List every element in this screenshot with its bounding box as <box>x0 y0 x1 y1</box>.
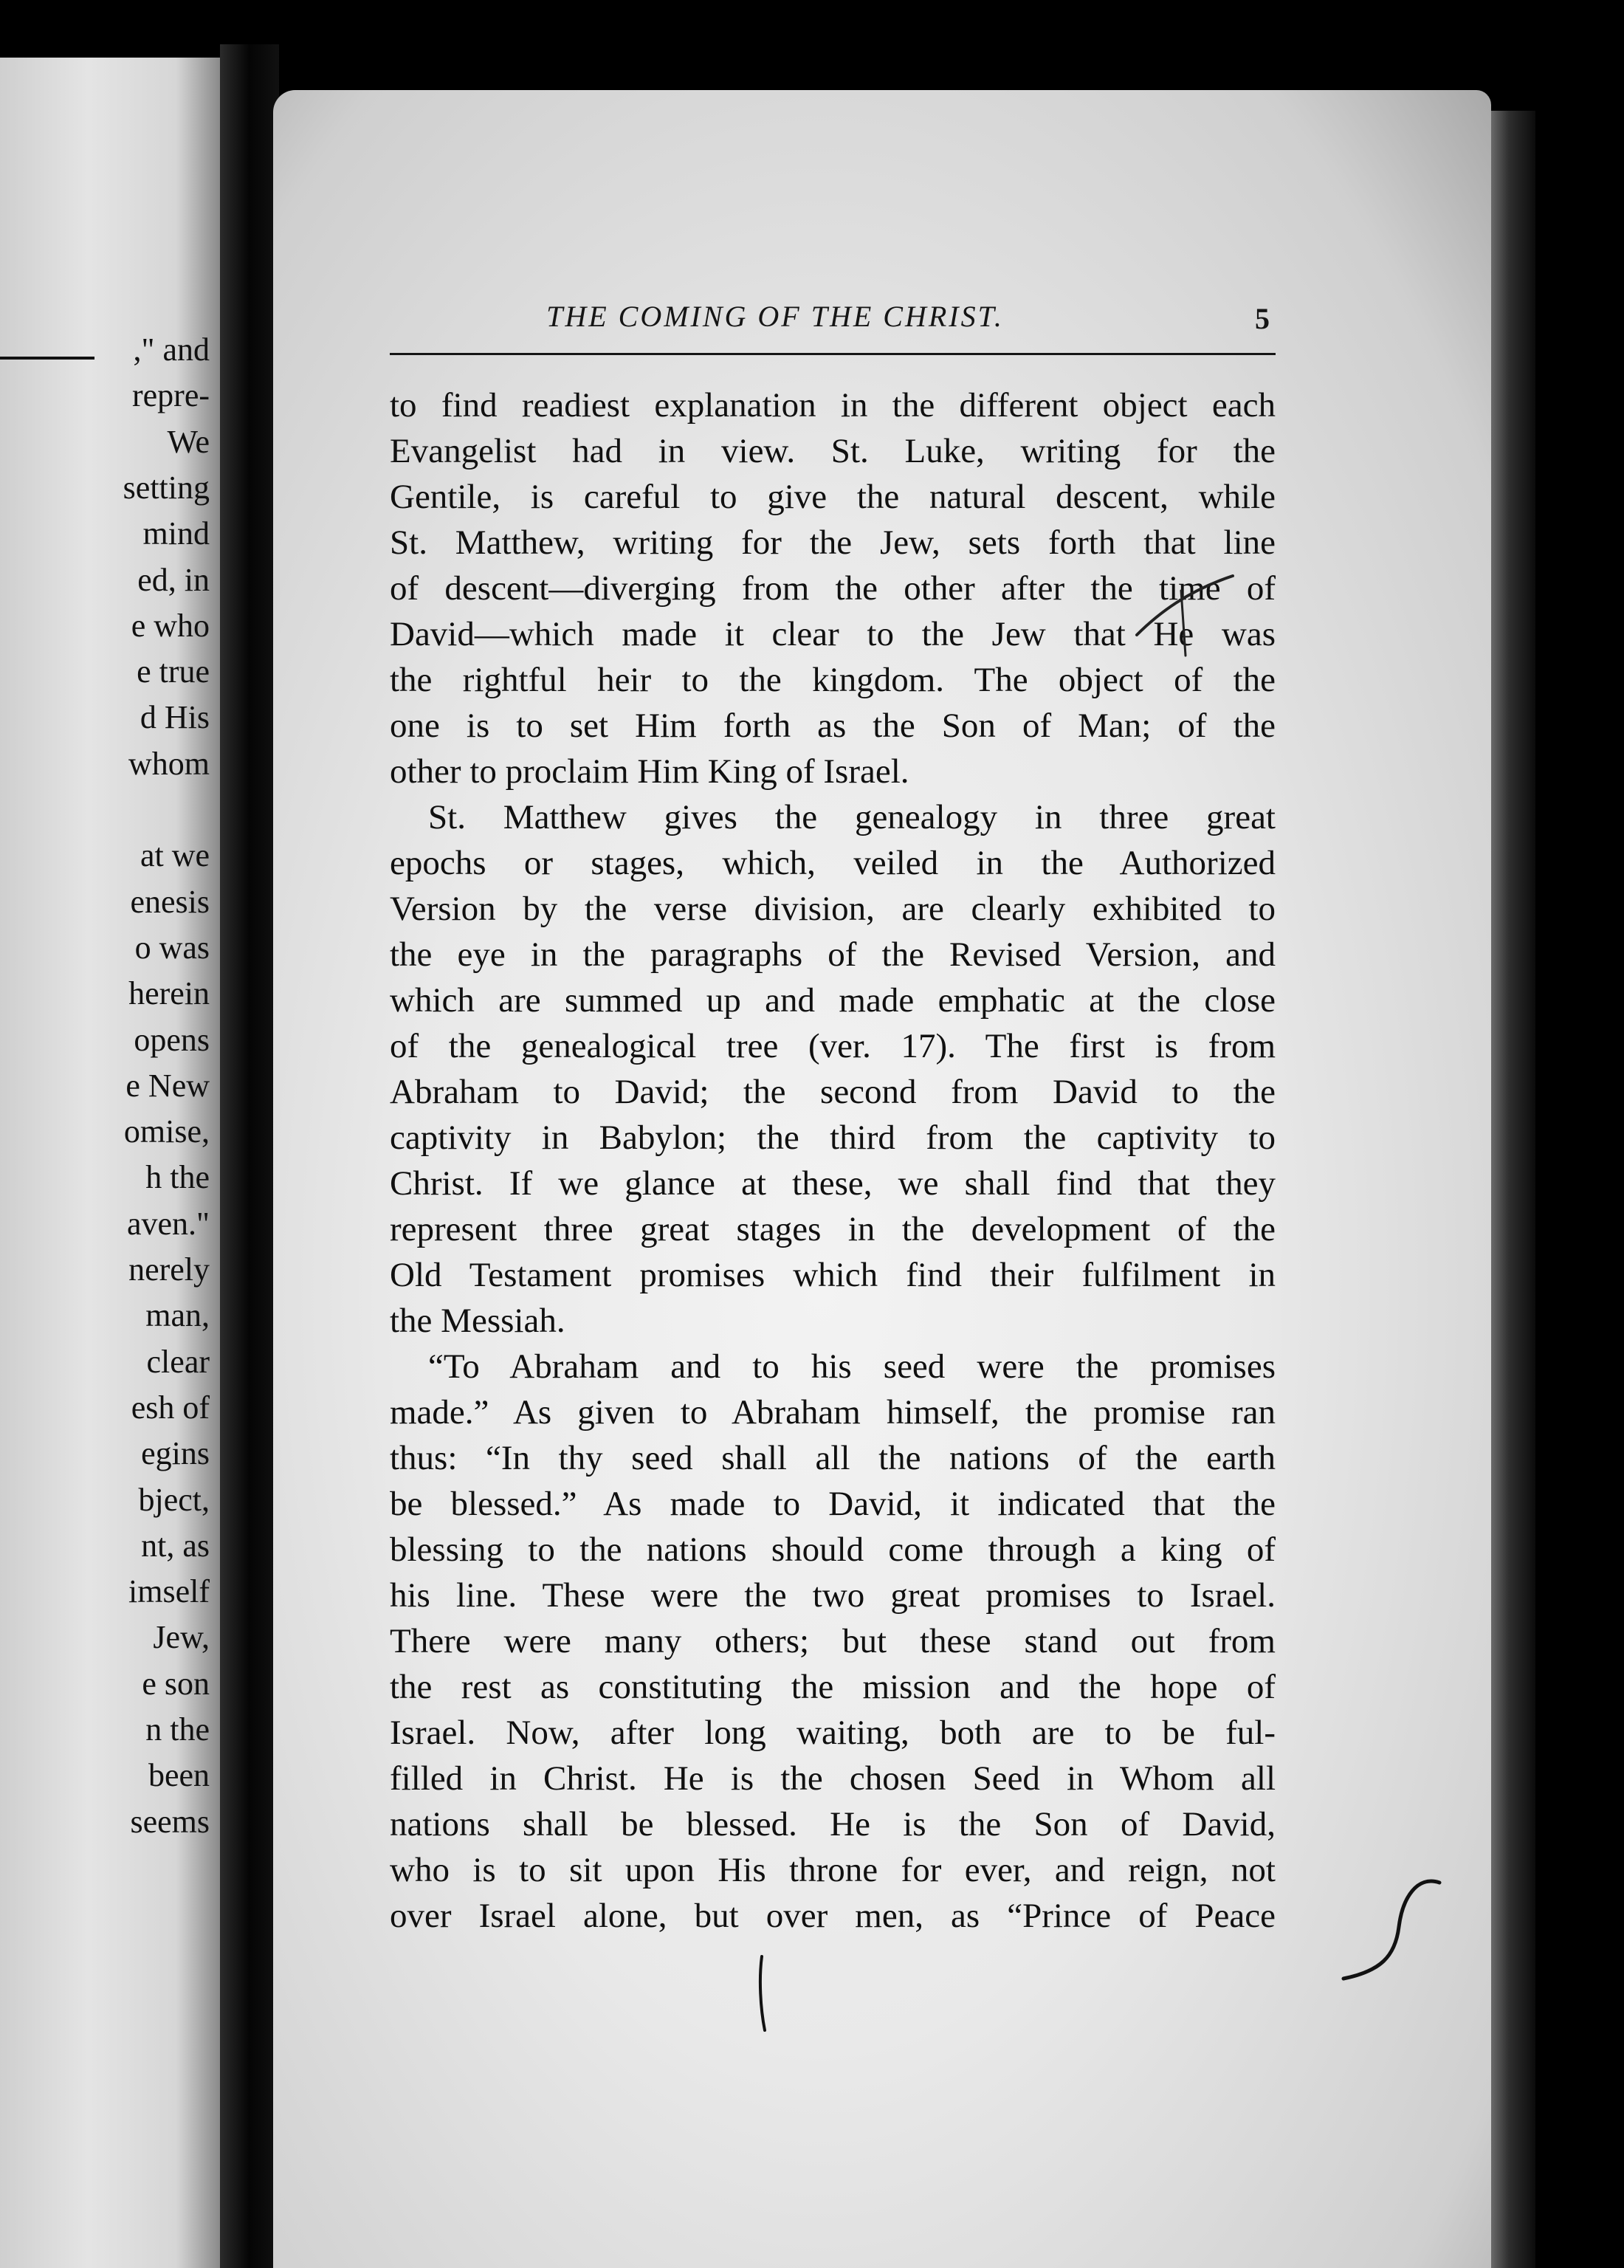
previous-page-line: clear <box>146 1343 210 1380</box>
text-line: his line. These were the two great promises to Israel. <box>390 1576 1276 1615</box>
previous-page-line: seems <box>130 1803 210 1840</box>
text-line: thus: “In thy seed shall all the nations of the earth <box>390 1439 1276 1477</box>
previous-page-line: e son <box>142 1665 210 1702</box>
paragraph <box>390 794 1276 1344</box>
body-text <box>390 382 1276 1939</box>
running-head: THE COMING OF THE CHRIST. <box>546 300 1004 333</box>
previous-page-line: n the <box>145 1711 210 1748</box>
text-line: the rightful heir to the kingdom. The object of the <box>390 661 1276 699</box>
text-line: St. Matthew, writing for the Jew, sets forth that line <box>390 523 1276 562</box>
text-line: David—which made it clear to the Jew that He was <box>390 615 1276 653</box>
text-line: captivity in Babylon; the third from the captivity to <box>390 1118 1276 1157</box>
previous-page-line: at we <box>140 837 210 874</box>
previous-page-line: opens <box>134 1021 210 1058</box>
previous-page-line: ed, in <box>137 561 210 598</box>
previous-page-line: bject, <box>138 1481 210 1518</box>
text-line: of the genealogical tree (ver. 17). The first is from <box>390 1027 1276 1065</box>
text-line: epochs or stages, which, veiled in the Authorized <box>390 844 1276 882</box>
text-line: Christ. If we glance at these, we shall find that they <box>390 1164 1276 1203</box>
previous-page-line: enesis <box>130 883 210 920</box>
text-line: Gentile, is careful to give the natural descent, while <box>390 478 1276 516</box>
text-line: Israel. Now, after long waiting, both are to be ful- <box>390 1714 1276 1752</box>
text-line: be blessed.” As made to David, it indicated that the <box>390 1485 1276 1523</box>
previous-page-line: We <box>167 423 210 460</box>
text-line: Old Testament promises which find their fulfilment in <box>390 1256 1276 1294</box>
text-line: filled in Christ. He is the chosen Seed in Whom all <box>390 1759 1276 1798</box>
previous-page-line: herein <box>128 975 210 1012</box>
previous-page-line: whom <box>128 745 210 782</box>
text-line: other to proclaim Him King of Israel. <box>390 752 909 791</box>
page-edge <box>1491 111 1535 2268</box>
text-line: the eye in the paragraphs of the Revised Version, and <box>390 935 1276 974</box>
text-line: over Israel alone, but over men, as “Prince of Peace <box>390 1897 1276 1935</box>
previous-page-line: e who <box>131 607 210 644</box>
previous-page-line: o was <box>134 929 210 966</box>
text-line: nations shall be blessed. He is the Son of David, <box>390 1805 1276 1843</box>
previous-page-line: ," and <box>133 331 210 368</box>
paragraph <box>390 1344 1276 1939</box>
header-rule <box>390 353 1276 355</box>
previous-page-line: been <box>148 1757 210 1794</box>
previous-page-line: repre- <box>131 377 210 414</box>
text-line: Abraham to David; the second from David to the <box>390 1073 1276 1111</box>
text-line: of descent—diverging from the other after the time of <box>390 569 1276 608</box>
text-line: which are summed up and made emphatic at the close <box>390 981 1276 1020</box>
text-line: Version by the verse division, are clearly exhibited to <box>390 890 1276 928</box>
previous-page-line: e New <box>125 1067 210 1104</box>
previous-page-line: aven." <box>126 1205 210 1242</box>
previous-page-line: d His <box>140 699 210 736</box>
previous-page-header-rule <box>0 357 94 360</box>
text-line: who is to sit upon His throne for ever, and reign, not <box>390 1851 1276 1889</box>
previous-page-line: nt, as <box>141 1527 210 1564</box>
text-line: blessing to the nations should come through a king of <box>390 1530 1276 1569</box>
previous-page-line: man, <box>145 1297 210 1334</box>
page-number: 5 <box>1255 302 1270 335</box>
previous-page-line: Jew, <box>153 1619 210 1656</box>
book-gutter <box>220 44 279 2268</box>
previous-page-line: setting <box>123 469 210 506</box>
previous-page-line: nerely <box>128 1251 210 1288</box>
text-line: Evangelist had in view. St. Luke, writing for the <box>390 432 1276 470</box>
previous-page-line: e true <box>137 653 210 690</box>
text-line: the Messiah. <box>390 1302 565 1340</box>
text-line: one is to set Him forth as the Son of Man; of the <box>390 707 1276 745</box>
text-line: to find readiest explanation in the different object each <box>390 386 1276 425</box>
text-line: made.” As given to Abraham himself, the promise ran <box>390 1393 1276 1432</box>
previous-page-line: imself <box>128 1573 210 1610</box>
previous-page-line: egins <box>141 1435 210 1472</box>
text-line: There were many others; but these stand out from <box>390 1622 1276 1660</box>
previous-page-line: esh of <box>131 1389 210 1426</box>
previous-page-fragment <box>0 58 220 2268</box>
text-line: represent three great stages in the development of the <box>390 1210 1276 1248</box>
paragraph <box>390 382 1276 794</box>
text-line: St. Matthew gives the genealogy in three great <box>428 798 1276 836</box>
previous-page-line: omise, <box>123 1113 210 1150</box>
previous-page-line: mind <box>142 515 210 552</box>
text-line: the rest as constituting the mission and the hope of <box>390 1668 1276 1706</box>
previous-page-line: h the <box>145 1159 210 1196</box>
text-line: “To Abraham and to his seed were the promises <box>428 1347 1276 1386</box>
